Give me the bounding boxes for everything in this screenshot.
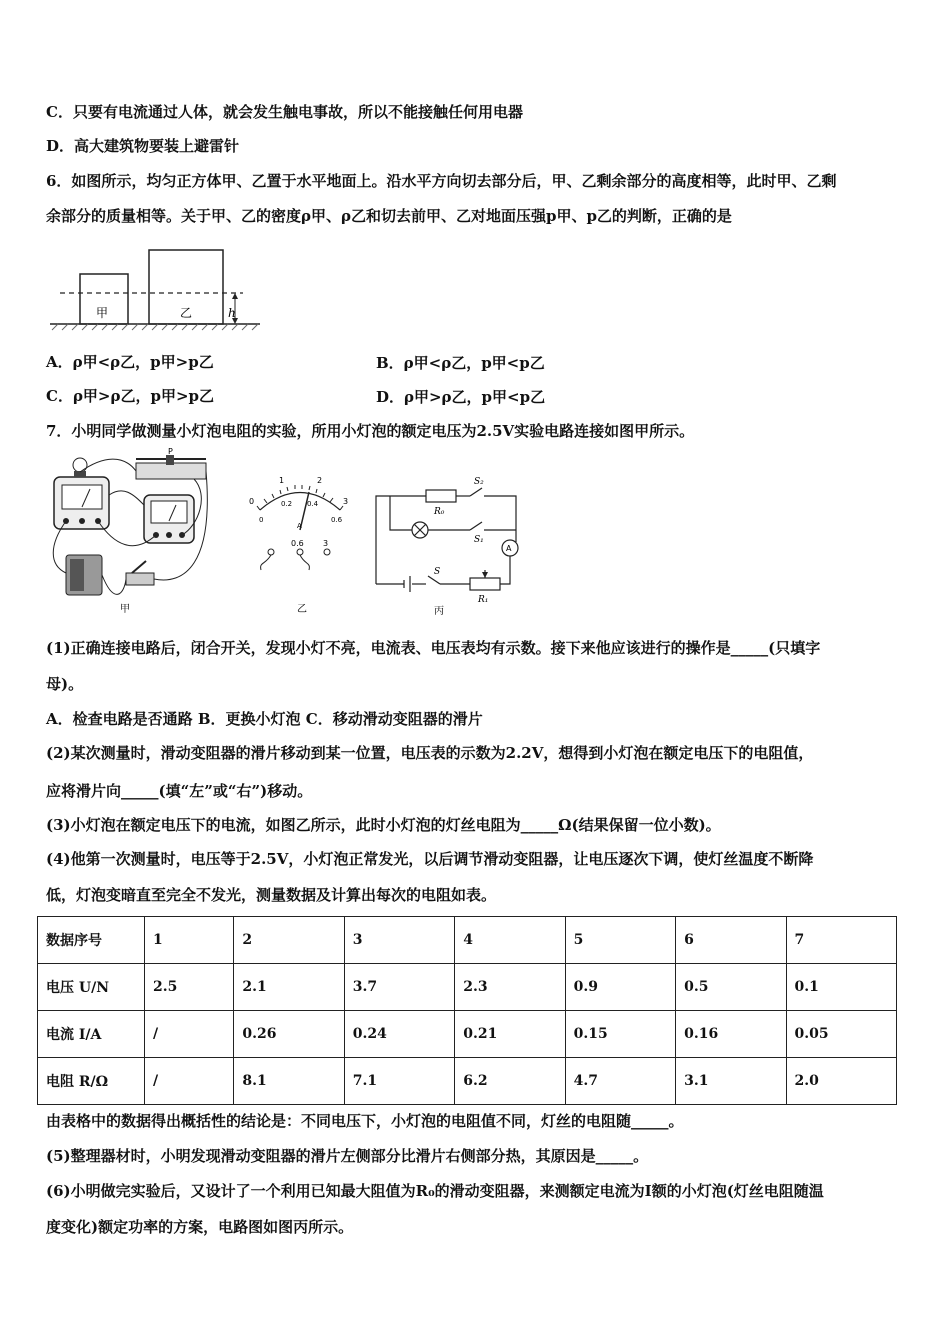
table-cell: / [145,1011,234,1058]
terminal-3: 3 [323,539,329,548]
table-cell: 数据序号 [38,917,145,964]
label-s1: S₁ [474,535,484,545]
table-cell: 电阻 R/Ω [38,1058,145,1105]
figure-jia-physical-circuit [44,447,224,615]
table-cell: 电流 I/A [38,1011,145,1058]
label-yi-fig: 乙 [297,604,307,615]
label-r0: R₀ [434,507,445,517]
table-cell: 6.2 [455,1058,565,1105]
table-cell: 1 [145,917,234,964]
table-cell: 0.9 [565,964,675,1011]
table-cell: 0.15 [565,1011,675,1058]
terminal-06: 0.6 [291,539,304,548]
scale-top-0: 0 [249,497,255,506]
figure-yi-ammeter-scale [245,470,355,620]
part-5: (5)整理器材时，小明发现滑动变阻器的滑片左侧部分比滑片右侧部分热，其原因是_____。 [46,1147,649,1165]
table-cell: 0.5 [676,964,786,1011]
ammeter-device [144,495,194,543]
table-cell: 0.24 [344,1011,454,1058]
part-3: (3)小灯泡在额定电压下的电流，如图乙所示，此时小灯泡的灯丝电阻为_____Ω(结果保留一位小数)。 [46,816,721,834]
table-cell: 5 [565,917,675,964]
table-row [38,917,897,964]
figure-bing-circuit-diagram [370,472,530,620]
ground-hatch [52,324,258,330]
question-6-line-2: 余部分的质量相等。关于甲、乙的密度ρ甲、ρ乙和切去前甲、乙对地面压强p甲、p乙的判断，正确的是 [46,207,732,225]
table-cell: 8.1 [234,1058,344,1105]
table-conclusion: 由表格中的数据得出概括性的结论是：不同电压下，小灯泡的电阻值不同，灯丝的电阻随_____。 [46,1112,684,1130]
bulb-device [73,458,87,477]
question-7: 7．小明同学做测量小灯泡电阻的实验，所用小灯泡的额定电压为2.5V实验电路连接如图甲所示。 [46,422,695,440]
table-cell: 2.0 [786,1058,896,1105]
switch-s2 [470,488,482,496]
table-cell: 0.05 [786,1011,896,1058]
option-c: C．只要有电流通过人体，就会发生触电事故，所以不能接触任何用电器 [46,103,523,121]
rheostat-r1 [470,578,500,590]
rheostat-device [136,447,206,479]
label-yi: 乙 [180,306,193,320]
label-h: h [228,306,236,320]
table-cell: 0.1 [786,964,896,1011]
switch-s [428,576,440,584]
part-4-line-2: 低，灯泡变暗直至完全不发光，测量数据及计算出每次的电阻如表。 [46,886,497,904]
table-cell: 3.7 [344,964,454,1011]
table-cell: 0.21 [455,1011,565,1058]
label-s: S [434,567,441,577]
table-cell: 2.3 [455,964,565,1011]
part-1-options: A．检查电路是否通路 B．更换小灯泡 C．移动滑动变阻器的滑片 [46,710,483,728]
option-d2: D．ρ甲>ρ乙，p甲<p乙 [376,388,546,406]
table-cell: 0.16 [676,1011,786,1058]
table-cell: 2.5 [145,964,234,1011]
label-r1: R₁ [478,595,489,605]
table-cell: / [145,1058,234,1105]
table-cell: 2 [234,917,344,964]
part-2-line-1: (2)某次测量时，滑动变阻器的滑片移动到某一位置，电压表的示数为2.2V，想得到小灯泡在额定电压下的电阻值， [46,744,814,762]
option-b: B．ρ甲<ρ乙，p甲<p乙 [376,354,545,372]
table-cell: 3 [344,917,454,964]
option-d: D．高大建筑物要装上避雷针 [46,137,240,155]
table-cell: 7 [786,917,896,964]
label-jia: 甲 [96,306,109,320]
table-row [38,1058,897,1105]
table-cell: 电压 U/N [38,964,145,1011]
table-cell: 3.1 [676,1058,786,1105]
battery-device [66,555,102,595]
scale-top-1: 1 [279,476,285,485]
scale-bottom-1: 0.2 [281,500,293,508]
table-cell: 7.1 [344,1058,454,1105]
label-a: A [506,544,512,553]
resistor-r0 [426,490,456,502]
scale-bottom-3: 0.6 [331,516,343,524]
table-cell: 4.7 [565,1058,675,1105]
label-jia-fig: 甲 [120,604,130,615]
cube-figure [48,245,268,335]
meter-unit: A [297,522,302,530]
scale-bottom-2: 0.4 [307,500,319,508]
table-row [38,1011,897,1058]
table-row [38,964,897,1011]
data-table [37,916,897,1105]
table-cell: 0.26 [234,1011,344,1058]
table-cell: 4 [455,917,565,964]
part-6-line-1: (6)小明做完实验后，又设计了一个利用已知最大阻值为R₀的滑动变阻器，来测额定电流为I额的小灯泡(灯丝电阻随温 [46,1182,824,1200]
slider-label-p: P [168,447,173,456]
option-a: A．ρ甲<ρ乙，p甲>p乙 [46,353,214,371]
scale-top-3: 3 [343,497,349,506]
part-1-line-2: 母)。 [46,675,84,693]
voltmeter-device [54,477,109,529]
part-1-line-1: (1)正确连接电路后，闭合开关，发现小灯不亮，电流表、电压表均有示数。接下来他应该进行的操作是_____(只填字 [46,639,821,657]
option-c2: C．ρ甲>ρ乙，p甲>p乙 [46,387,215,405]
switch-device [126,561,154,585]
label-s2: S₂ [474,477,484,487]
part-6-line-2: 度变化)额定功率的方案，电路图如图丙所示。 [46,1218,354,1236]
switch-s1 [470,522,482,530]
question-6-line-1: 6．如图所示，均匀正方体甲、乙置于水平地面上。沿水平方向切去部分后，甲、乙剩余部分的高度相等，此时甲、乙剩 [46,172,837,190]
table-cell: 2.1 [234,964,344,1011]
part-4-line-1: (4)他第一次测量时，电压等于2.5V，小灯泡正常发光，以后调节滑动变阻器，让电压逐次下调，使灯丝温度不断降 [46,850,814,868]
scale-top-2: 2 [317,476,323,485]
table-cell: 6 [676,917,786,964]
scale-bottom-0: 0 [259,516,264,524]
label-bing-fig: 丙 [434,606,444,617]
part-2-line-2: 应将滑片向_____(填“左”或“右”)移动。 [46,782,313,800]
